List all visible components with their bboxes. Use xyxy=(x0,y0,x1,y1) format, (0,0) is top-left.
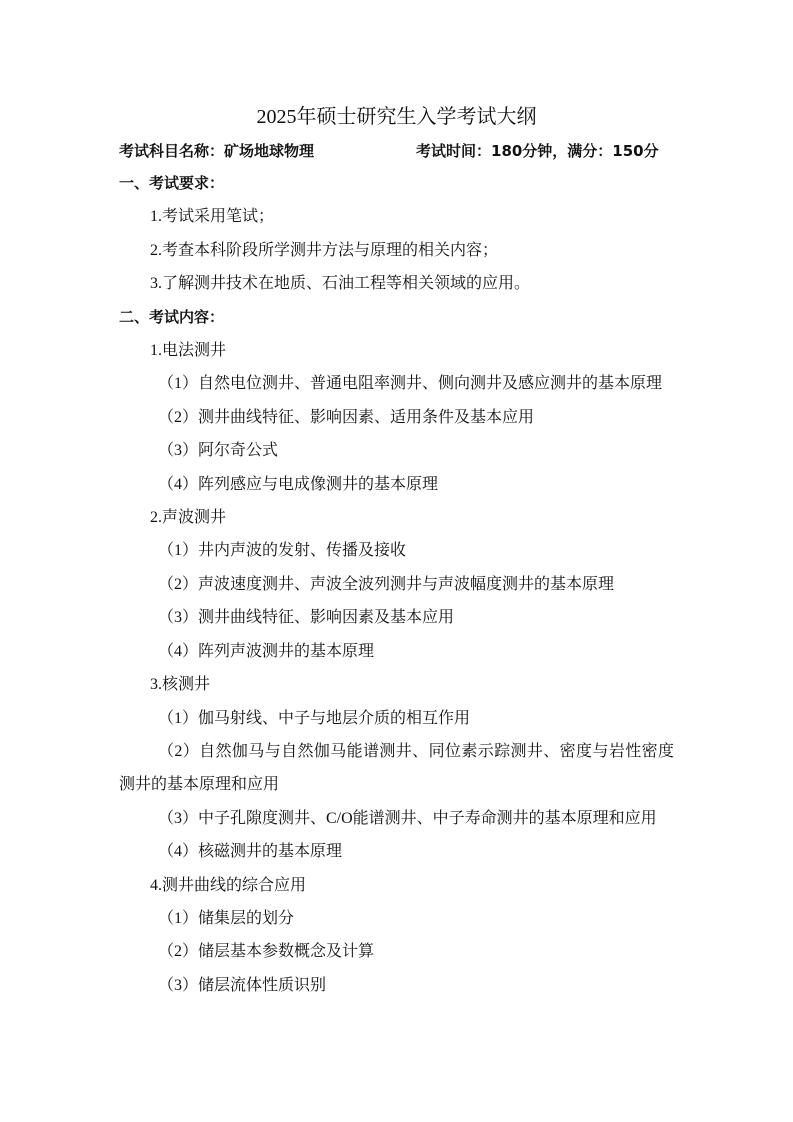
exam-time-score: 考试时间：180分钟，满分：150分 xyxy=(416,142,659,160)
sub-item: （2）储层基本参数概念及计算 xyxy=(158,943,375,961)
list-item: 3.核测井 xyxy=(150,676,211,694)
sub-item: （1）储集层的划分 xyxy=(158,909,295,927)
section-heading: 二、考试内容： xyxy=(119,307,225,326)
sub-item: （4）阵列感应与电成像测井的基本原理 xyxy=(158,475,439,493)
exam-subject: 考试科目名称：矿场地球物理 xyxy=(119,142,315,160)
section-heading: 一、考试要求： xyxy=(119,174,225,192)
document-body xyxy=(119,167,674,1002)
sub-item: （1）伽马射线、中子与地层介质的相互作用 xyxy=(158,709,471,727)
list-item: 2.声波测井 xyxy=(150,509,227,527)
list-item: 1.考试采用笔试； xyxy=(150,208,275,226)
sub-item: （1）井内声波的发射、传播及接收 xyxy=(158,542,407,560)
list-item: 2.考查本科阶段所学测井方法与原理的相关内容； xyxy=(150,241,499,259)
sub-item: （3）中子孔隙度测井、C/O能谱测井、中子寿命测井的基本原理和应用 xyxy=(158,809,657,827)
sub-item: （2）自然伽马与自然伽马能谱测井、同位素示踪测井、密度与岩性密度测井的基本原理和应用 xyxy=(119,742,674,794)
list-item: 3.了解测井技术在地质、石油工程等相关领域的应用。 xyxy=(150,275,531,293)
sub-item: （2）测井曲线特征、影响因素、适用条件及基本应用 xyxy=(158,408,535,426)
sub-item: （3）测井曲线特征、影响因素及基本应用 xyxy=(158,609,455,627)
sub-item: （4）阵列声波测井的基本原理 xyxy=(158,642,375,660)
list-item: 1.电法测井 xyxy=(150,342,227,360)
sub-item: （3）储层流体性质识别 xyxy=(158,976,327,994)
sub-item: （1）自然电位测井、普通电阻率测井、侧向测井及感应测井的基本原理 xyxy=(158,375,663,393)
sub-item: （2）声波速度测井、声波全波列测井与声波幅度测井的基本原理 xyxy=(158,575,615,593)
list-item: 4.测井曲线的综合应用 xyxy=(150,876,307,894)
sub-item: （4）核磁测井的基本原理 xyxy=(158,843,343,861)
sub-item: （3）阿尔奇公式 xyxy=(158,442,279,460)
document-title: 2025年硕士研究生入学考试大纲 xyxy=(256,106,537,128)
exam-meta xyxy=(119,138,674,164)
